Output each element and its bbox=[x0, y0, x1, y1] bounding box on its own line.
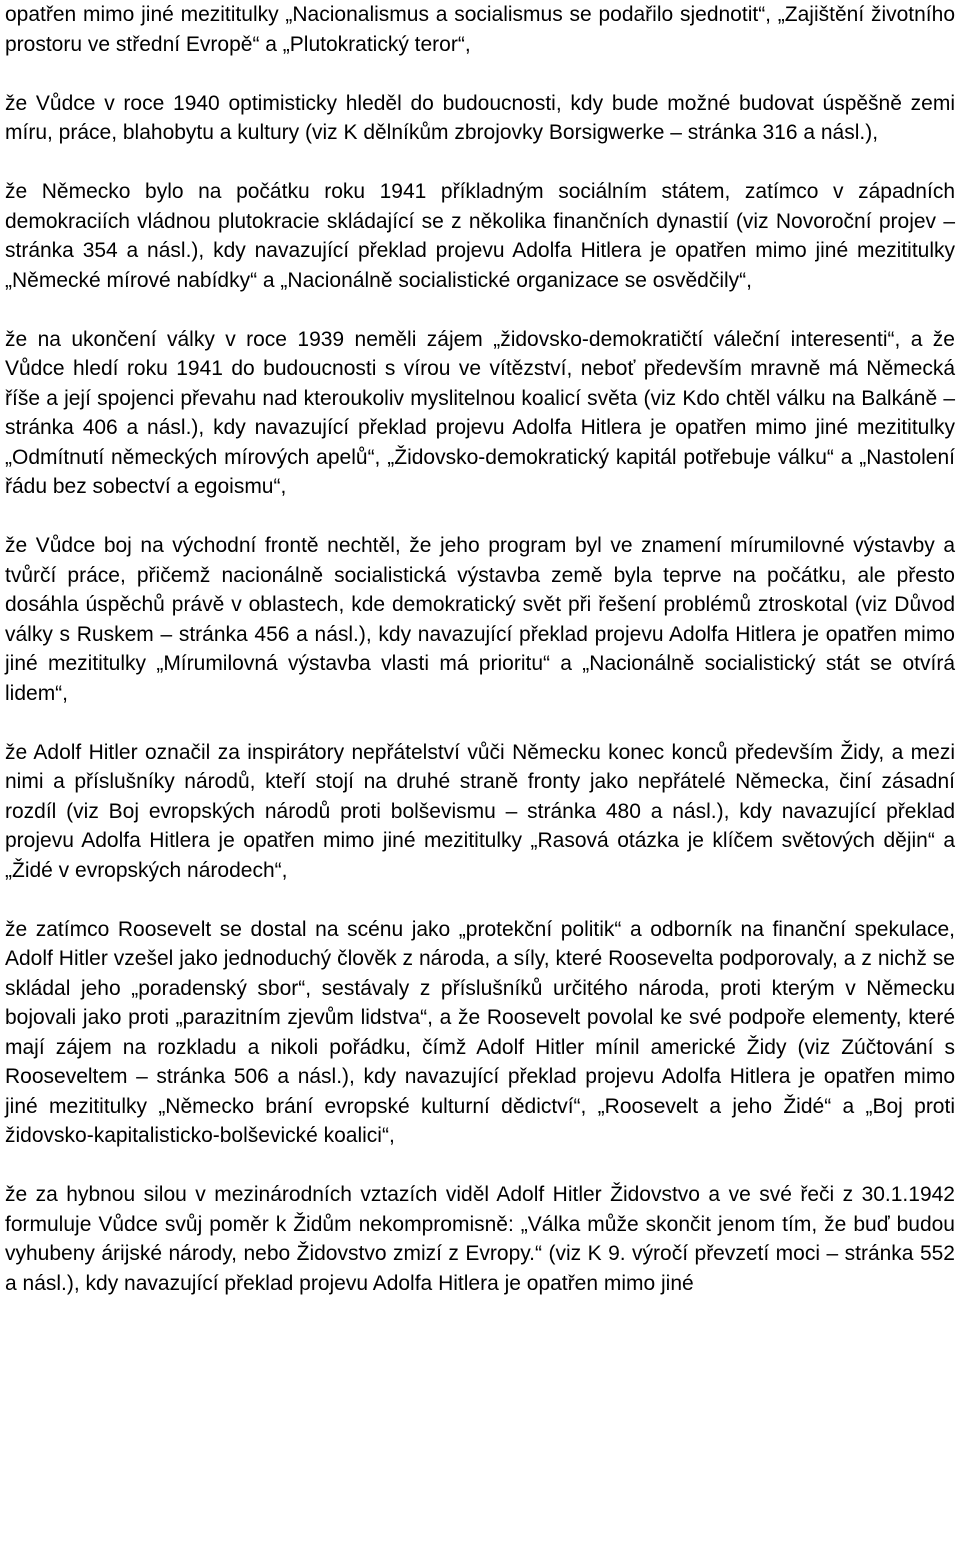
paragraph-2: že Vůdce v roce 1940 optimisticky hleděl do budoucnosti, kdy bude možné budovat úspěšně zemi míru, práce, blahobytu a kultury (viz K dělníkům zbrojovky Borsigwerke – stránka 316 a násl.), bbox=[5, 91, 955, 144]
paragraph-8: že za hybnou silou v mezinárodních vztazích viděl Adolf Hitler Židovstvo a ve své řeči z 30.1.1942 formuluje Vůdce svůj poměr k Židům nekompromisně: „Válka může skončit jenom tím, že buď budou vyhubeny árijské národy, nebo Židovstvo zmizí z Evropy.“ (viz K 9. výročí převzetí moci – stránka 552 a násl.), kdy navazující překlad projevu Adolfa Hitlera je opatřen mimo jiné bbox=[5, 1183, 955, 1295]
document-page bbox=[5, 0, 955, 1298]
paragraph-4: že na ukončení války v roce 1939 neměli zájem „židovsko-demokratičtí váleční interesenti“, a že Vůdce hledí roku 1941 do budoucnosti s vírou ve vítězství, neboť především mravně má Německá říše a její spojenci převahu nad kteroukoliv myslitelnou koalicí světa (viz Kdo chtěl válku na Balkáně – stránka 406 a násl.), kdy navazující překlad projevu Adolfa Hitlera je opatřen mimo jiné mezititulky „Odmítnutí německých mírových apelů“, „Židovsko-demokratický kapitál potřebuje válku“ a „Nastolení řádu bez sobectví a egoismu“, bbox=[5, 327, 955, 498]
paragraph-1: opatřen mimo jiné mezititulky „Nacionalismus a socialismus se podařilo sjednotit“, „Zajištění životního prostoru ve střední Evropě“ a „Plutokratický teror“, bbox=[5, 3, 955, 56]
paragraph-3: že Německo bylo na počátku roku 1941 příkladným sociálním státem, zatímco v západních demokraciích vládnou plutokracie skládající se z několika finančních dynastií (viz Novoroční projev – stránka 354 a násl.), kdy navazující překlad projevu Adolfa Hitlera je opatřen mimo jiné mezititulky „Německé mírové nabídky“ a „Nacionálně socialistické organizace se osvědčily“, bbox=[5, 180, 955, 292]
paragraph-5: že Vůdce boj na východní frontě nechtěl, že jeho program byl ve znamení mírumilovné výstavby a tvůrčí práce, přičemž nacionálně socialistická výstavba země byla teprve na počátku, ale přesto dosáhla úspěchů právě v oblastech, kde demokratický svět při řešení problémů ztroskotal (viz Důvod války s Ruskem – stránka 456 a násl.), kdy navazující překlad projevu Adolfa Hitlera je opatřen mimo jiné mezititulky „Mírumilovná výstavba vlasti má prioritu“ a „Nacionálně socialistický stát se otvírá lidem“, bbox=[5, 534, 955, 705]
paragraph-7: že zatímco Roosevelt se dostal na scénu jako „protekční politik“ a odborník na finanční spekulace, Adolf Hitler vzešel jako jednoduchý člověk z národa, a síly, které Roosevelta podporovaly, a z nichž se skládal jeho „poradenský sbor“, sestávaly z příslušníků určitého národa, proti kterým v Německu bojovali jako proti „parazitním zjevům lidstva“, a že Roosevelt povolal ke své podpoře elementy, které mají zájem na rozkladu a nikoli pořádku, čímž Adolf Hitler mínil americké Židy (viz Zúčtování s Rooseveltem – stránka 506 a násl.), kdy navazující překlad projevu Adolfa Hitlera je opatřen mimo jiné mezititulky „Německo brání evropské kulturní dědictví“, „Roosevelt a jeho Židé“ a „Boj proti židovsko-kapitalisticko-bolševické koalici“, bbox=[5, 917, 955, 1147]
paragraph-6: že Adolf Hitler označil za inspirátory nepřátelství vůči Německu konec konců především Židy, a mezi nimi a příslušníky národů, kteří stojí na druhé straně fronty jako nepřátelé Německa, činí zásadní rozdíl (viz Boj evropských národů proti bolševismu – stránka 480 a násl.), kdy navazující překlad projevu Adolfa Hitlera je opatřen mimo jiné mezititulky „Rasová otázka je klíčem světových dějin“ a „Židé v evropských národech“, bbox=[5, 740, 955, 882]
